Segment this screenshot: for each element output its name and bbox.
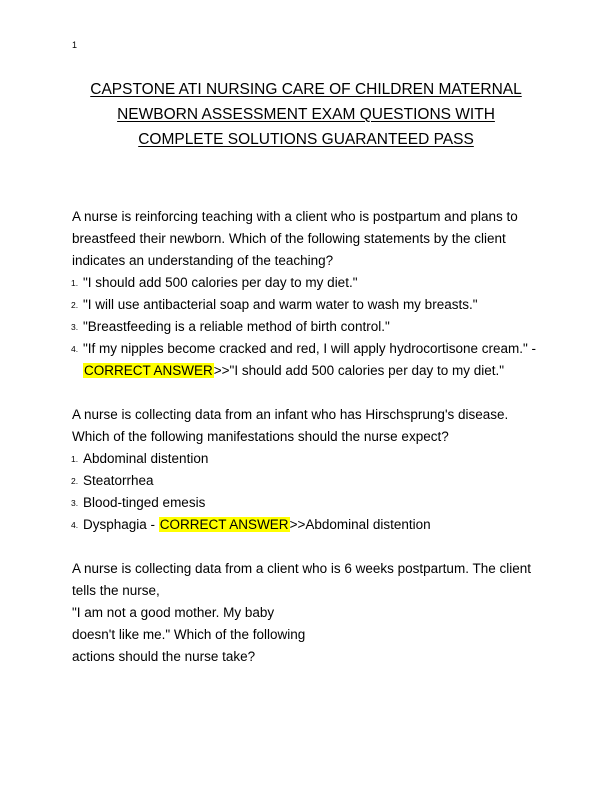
question-3-stem-line-2: "I am not a good mother. My baby — [72, 605, 275, 620]
correct-answer-highlight: CORRECT ANSWER — [159, 517, 289, 532]
question-3 — [72, 558, 542, 668]
question-1-stem: A nurse is reinforcing teaching with a client who is postpartum and plans to breastfeed their newborn. Which of the following statements by the client indicates an understanding of the teaching? — [72, 209, 518, 268]
title-line-1: CAPSTONE ATI NURSING CARE OF CHILDREN MATERNAL — [90, 81, 522, 98]
correct-answer-text: >>"I should add 500 calories per day to my diet." — [213, 363, 505, 378]
option-text: Steatorrhea — [83, 473, 154, 488]
option-text: Blood-tinged emesis — [83, 495, 206, 510]
question-2-options — [72, 448, 542, 536]
question-2-option-3 — [72, 492, 542, 514]
questions-content — [72, 206, 542, 690]
option-number: 4. — [71, 344, 79, 354]
question-3-stem-line-4: actions should the nurse take? — [72, 649, 256, 664]
option-text: "I will use antibacterial soap and warm water to wash my breasts." — [83, 297, 478, 312]
option-text: "I should add 500 calories per day to my diet." — [83, 275, 358, 290]
option-number: 3. — [71, 498, 79, 508]
question-2-stem: A nurse is collecting data from an infant who has Hirschsprung's disease. Which of the following manifestations should the nurse expect? — [72, 407, 509, 444]
title-line-3: COMPLETE SOLUTIONS GUARANTEED PASS — [138, 131, 474, 148]
question-2-option-2 — [72, 470, 542, 492]
option-text: Abdominal distention — [83, 451, 209, 466]
title-line-2: NEWBORN ASSESSMENT EXAM QUESTIONS WITH — [117, 106, 495, 123]
question-2-option-4 — [72, 514, 542, 536]
document-title — [60, 77, 552, 152]
option-number: 2. — [71, 300, 79, 310]
question-2-option-1 — [72, 448, 542, 470]
question-3-stem-line-1: A nurse is collecting data from a client who is 6 weeks postpartum. The client tells the nurse, — [72, 561, 531, 598]
option-text: "Breastfeeding is a reliable method of birth control." — [83, 319, 390, 334]
option-number: 1. — [71, 278, 79, 288]
question-1-option-3 — [72, 316, 542, 338]
option-text: Dysphagia - — [83, 517, 159, 532]
option-number: 3. — [71, 322, 79, 332]
option-text: "If my nipples become cracked and red, I will apply hydrocortisone cream." - — [83, 341, 537, 356]
page-number: 1 — [72, 40, 78, 50]
question-2 — [72, 404, 542, 536]
question-1-option-2 — [72, 294, 542, 316]
question-3-stem-line-3: doesn't like me." Which of the following — [72, 627, 306, 642]
question-1-option-4 — [72, 338, 542, 382]
option-number: 4. — [71, 520, 79, 530]
question-1-options — [72, 272, 542, 382]
correct-answer-highlight: CORRECT ANSWER — [84, 363, 213, 378]
question-1-option-1 — [72, 272, 542, 294]
question-1 — [72, 206, 542, 382]
option-number: 2. — [71, 476, 79, 486]
option-number: 1. — [71, 454, 79, 464]
correct-answer-text: >>Abdominal distention — [289, 517, 431, 532]
